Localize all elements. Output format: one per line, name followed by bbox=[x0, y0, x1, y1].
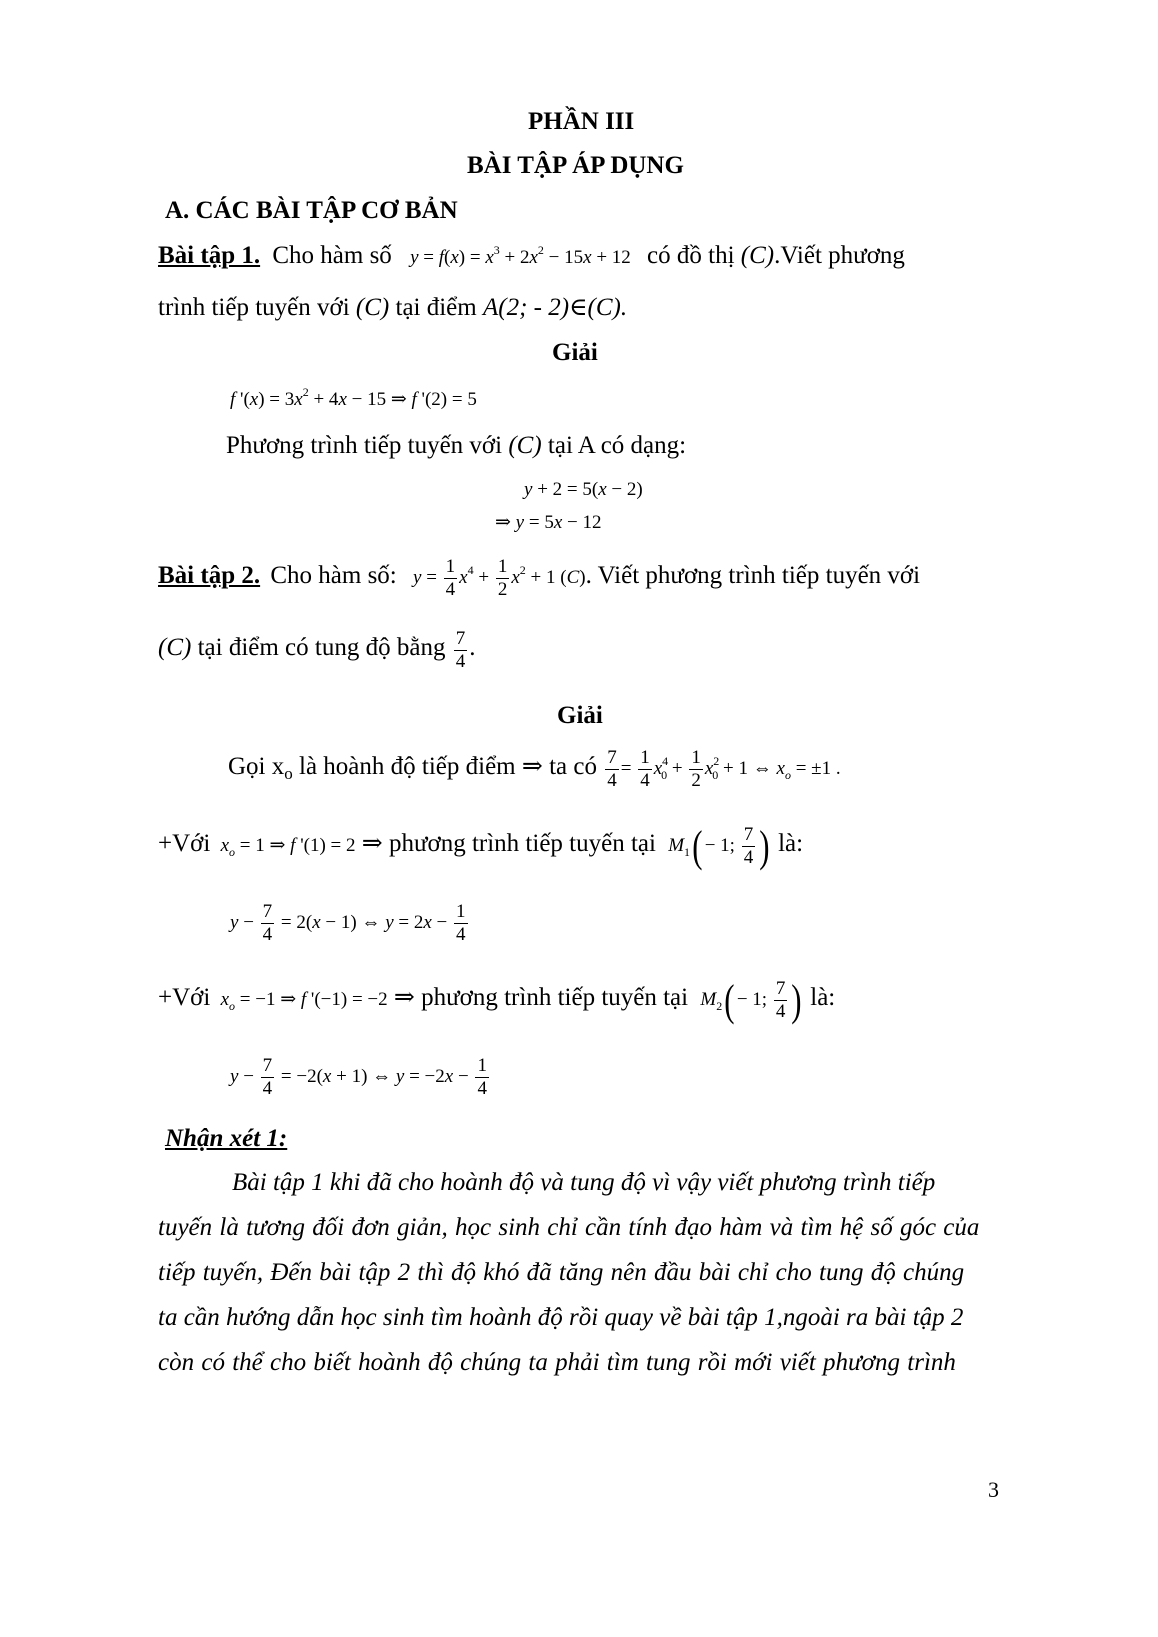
remark-line-4: ta cần hướng dẫn học sinh tìm hoành độ rồi quay về bài tập 1,ngoài ra bài tập 2 bbox=[158, 1304, 964, 1331]
ex2-case1-eq: y − $\frac{7}{4}$ = 2(x − 1) ⇔ y = 2x − $\frac{1}{4}$ bbox=[230, 901, 466, 945]
ex2-case2-math: $x_o = -1$ ⇒ f '(−1) = −2 bbox=[220, 988, 388, 1013]
ex2-text2: . Viết phương trình tiếp tuyến với bbox=[585, 561, 921, 589]
ex2-la-1: là: bbox=[778, 829, 804, 857]
ex2-label: Bài tập 2. bbox=[158, 561, 261, 589]
ex2-line2: (C) tại điểm có tung độ bằng $\frac{7}{4}$ . bbox=[158, 628, 476, 672]
ex2-goi: Gọi x bbox=[228, 752, 285, 780]
ex2-case2-eq: y − $\frac{7}{4}$ = −2(x + 1) ⇔ y = −2x − $\frac{1}{4}$ bbox=[230, 1055, 487, 1099]
ex1-equation-2: ⇒ y = 5x − 12 bbox=[495, 512, 602, 533]
ex1-text1: Cho hàm số bbox=[272, 242, 392, 269]
ex2-pt-2: phương trình tiếp tuyến tại bbox=[421, 983, 689, 1011]
ex1-text4: trình tiếp tuyến với bbox=[158, 294, 350, 321]
remark-line-2: tuyến là tương đối đơn giản, học sinh chỉ cần tính đạo hàm và tìm hệ số góc của bbox=[158, 1214, 980, 1241]
ex2-point-m1: $M_1( - 1$; $\frac{7}{4}$ ) bbox=[668, 821, 770, 871]
ex2-taco: ta có bbox=[549, 752, 597, 780]
ex2-goi-line: Gọi $x_o$ là hoành độ tiếp điểm ⇒ ta có $\frac{7}{4}$ = $\frac{1}{4}$ $x^4_0$ + $\frac{1}{2}$ $x^2_0 + 1$ ⇔ $x_o = \pm 1$ . bbox=[228, 747, 841, 791]
remark-line-5: còn có thể cho biết hoành độ chúng ta phải tìm tung rồi mới viết phương trình bbox=[158, 1349, 956, 1376]
ex2-ordinate: $\frac{7}{4}$ bbox=[455, 628, 466, 672]
ex2-voi-1: +Với bbox=[158, 829, 211, 857]
remark-line-3: tiếp tuyến, Đến bài tập 2 thì độ khó đã tăng nên đầu bài chỉ cho tung độ chúng bbox=[158, 1259, 965, 1286]
ex1-sol-text-a: Phương trình tiếp tuyến với bbox=[226, 432, 503, 459]
ex2-goi-sub: o bbox=[284, 763, 293, 783]
ex1-line2 bbox=[158, 292, 627, 322]
ex2-pt-1: phương trình tiếp tuyến tại bbox=[388, 829, 656, 857]
ex2-text1: Cho hàm số: bbox=[270, 561, 397, 589]
ex1-sol-text-b: tại A có dạng: bbox=[547, 432, 687, 459]
ex2-case1-math: $x_o = 1$ ⇒ f '(1) = 2 bbox=[220, 834, 356, 859]
ex1-function: $y = f(x) = x^3 + 2x^2 - 15x + 12$ bbox=[410, 243, 631, 268]
ex2-case2: +Với $x_o = -1$ ⇒ f '(−1) = −2 ⇒ phương trình tiếp tuyến tại $M_2( - 1$; $\frac{7}{4}$ ) là: bbox=[158, 975, 836, 1025]
ex1-label: Bài tập 1. bbox=[158, 242, 261, 269]
ex1-equation-1: y + 2 = 5(x − 2) bbox=[524, 479, 643, 500]
ex1-sol-c: (C) bbox=[508, 432, 542, 459]
ex2-solution-title: Giải bbox=[557, 702, 603, 729]
ex2-case1: +Với $x_o = 1$ ⇒ f '(1) = 2 ⇒ phương trình tiếp tuyến tại $M_1( - 1$; $\frac{7}{4}$ ) là: bbox=[158, 821, 804, 871]
ex1-text5: tại điểm bbox=[395, 294, 477, 321]
ex1-text2: có đồ thị bbox=[647, 242, 735, 269]
subtitle: BÀI TẬP ÁP DỤNG bbox=[467, 152, 684, 179]
remark-title: Nhận xét 1: bbox=[165, 1125, 288, 1152]
ex2-goi2: là hoành độ tiếp điểm bbox=[299, 752, 516, 780]
ex2-point-m2: $M_2( - 1$; $\frac{7}{4}$ ) bbox=[700, 975, 802, 1025]
ex1-graph-c: (C) bbox=[740, 242, 775, 269]
ex1-text3: .Viết phương bbox=[774, 242, 905, 269]
ex2-function: y = $\frac{1}{4}$ $x^4$ + $\frac{1}{2}$ $x^2 + 1$ (C) bbox=[413, 556, 586, 600]
ex2-graph-c: (C) bbox=[158, 633, 192, 661]
ex2-voi-2: +Với bbox=[158, 983, 211, 1011]
page-number: 3 bbox=[988, 1477, 999, 1502]
ex2-text3: tại điểm có tung độ bằng bbox=[197, 633, 446, 661]
ex1-solution-text bbox=[226, 432, 686, 460]
ex2-find-x: $\frac{7}{4}$ = $\frac{1}{4}$ $x^4_0$ + $\frac{1}{2}$ $x^2_0 + 1$ ⇔ $x_o = \pm 1$ . bbox=[607, 747, 841, 791]
ex1-graph-c2: (C) bbox=[355, 294, 390, 321]
ex2-line1 bbox=[158, 556, 920, 601]
ex1-line1 bbox=[158, 242, 905, 270]
section-title: A. CÁC BÀI TẬP CƠ BẢN bbox=[165, 197, 458, 224]
remark-line-1: Bài tập 1 khi đã cho hoành độ và tung độ vì vậy viết phương trình tiếp bbox=[232, 1169, 936, 1196]
part-title: PHẦN III bbox=[528, 108, 635, 135]
ex2-la-2: là: bbox=[810, 983, 836, 1011]
ex1-solution-title: Giải bbox=[552, 339, 598, 366]
ex1-point: A(2; - 2)∈(C). bbox=[482, 294, 628, 321]
ex1-derivative: f '$(x) = 3x^2 + 4x - 15$ ⇒ f '(2) = 5 bbox=[230, 385, 477, 410]
